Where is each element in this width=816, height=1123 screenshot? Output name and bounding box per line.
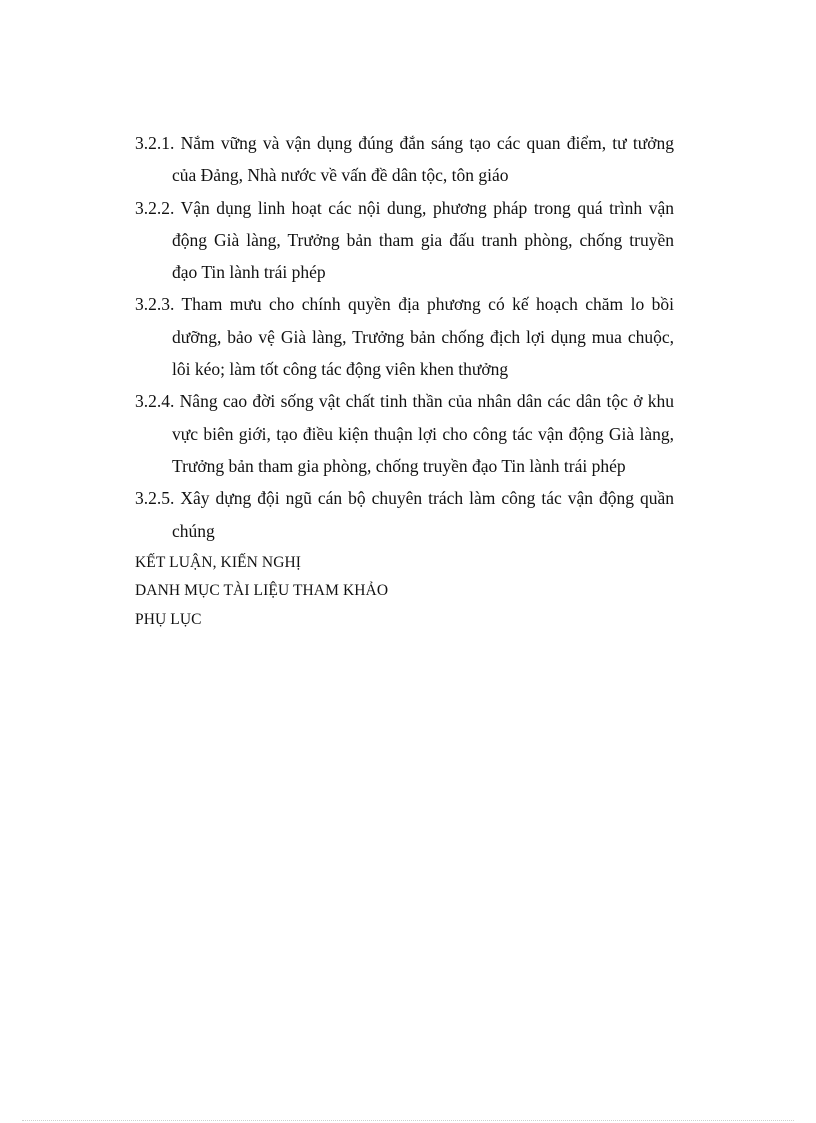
toc-item-3-2-1: 3.2.1. Nắm vững và vận dụng đúng đắn sáng tạo các quan điểm, tư tưởng của Đảng, Nhà nước về vấn đề dân tộc, tôn giáo — [135, 133, 674, 186]
toc-heading-conclusion: KẾT LUẬN, KIẾN NGHỊ — [135, 553, 302, 571]
page-bottom-divider — [22, 1120, 794, 1121]
toc-item-3-2-2: 3.2.2. Vận dụng linh hoạt các nội dung, phương pháp trong quá trình vận động Già làng, Trưởng bản tham gia đấu tranh phòng, chống truyền đạo Tin lành trái phép — [135, 197, 674, 283]
toc-item-3-2-3: 3.2.3. Tham mưu cho chính quyền địa phương có kế hoạch chăm lo bồi dưỡng, bảo vệ Già làng, Trưởng bản chống địch lợi dụng mua chuộc, lôi kéo; làm tốt công tác động viên khen thưởng — [135, 294, 674, 380]
toc-heading-references: DANH MỤC TÀI LIỆU THAM KHẢO — [135, 582, 389, 600]
toc-item-3-2-4: 3.2.4. Nâng cao đời sống vật chất tinh thần của nhân dân các dân tộc ở khu vực biên giới, tạo điều kiện thuận lợi cho công tác vận động Già làng, Trưởng bản tham gia phòng, chống truyền đạo Tin lành trái phép — [135, 391, 674, 476]
toc-item-3-2-5: 3.2.5. Xây dựng đội ngũ cán bộ chuyên trách làm công tác vận động quần chúng — [135, 488, 674, 541]
toc-heading-appendix: PHỤ LỤC — [135, 610, 202, 628]
table-of-contents — [135, 127, 674, 634]
